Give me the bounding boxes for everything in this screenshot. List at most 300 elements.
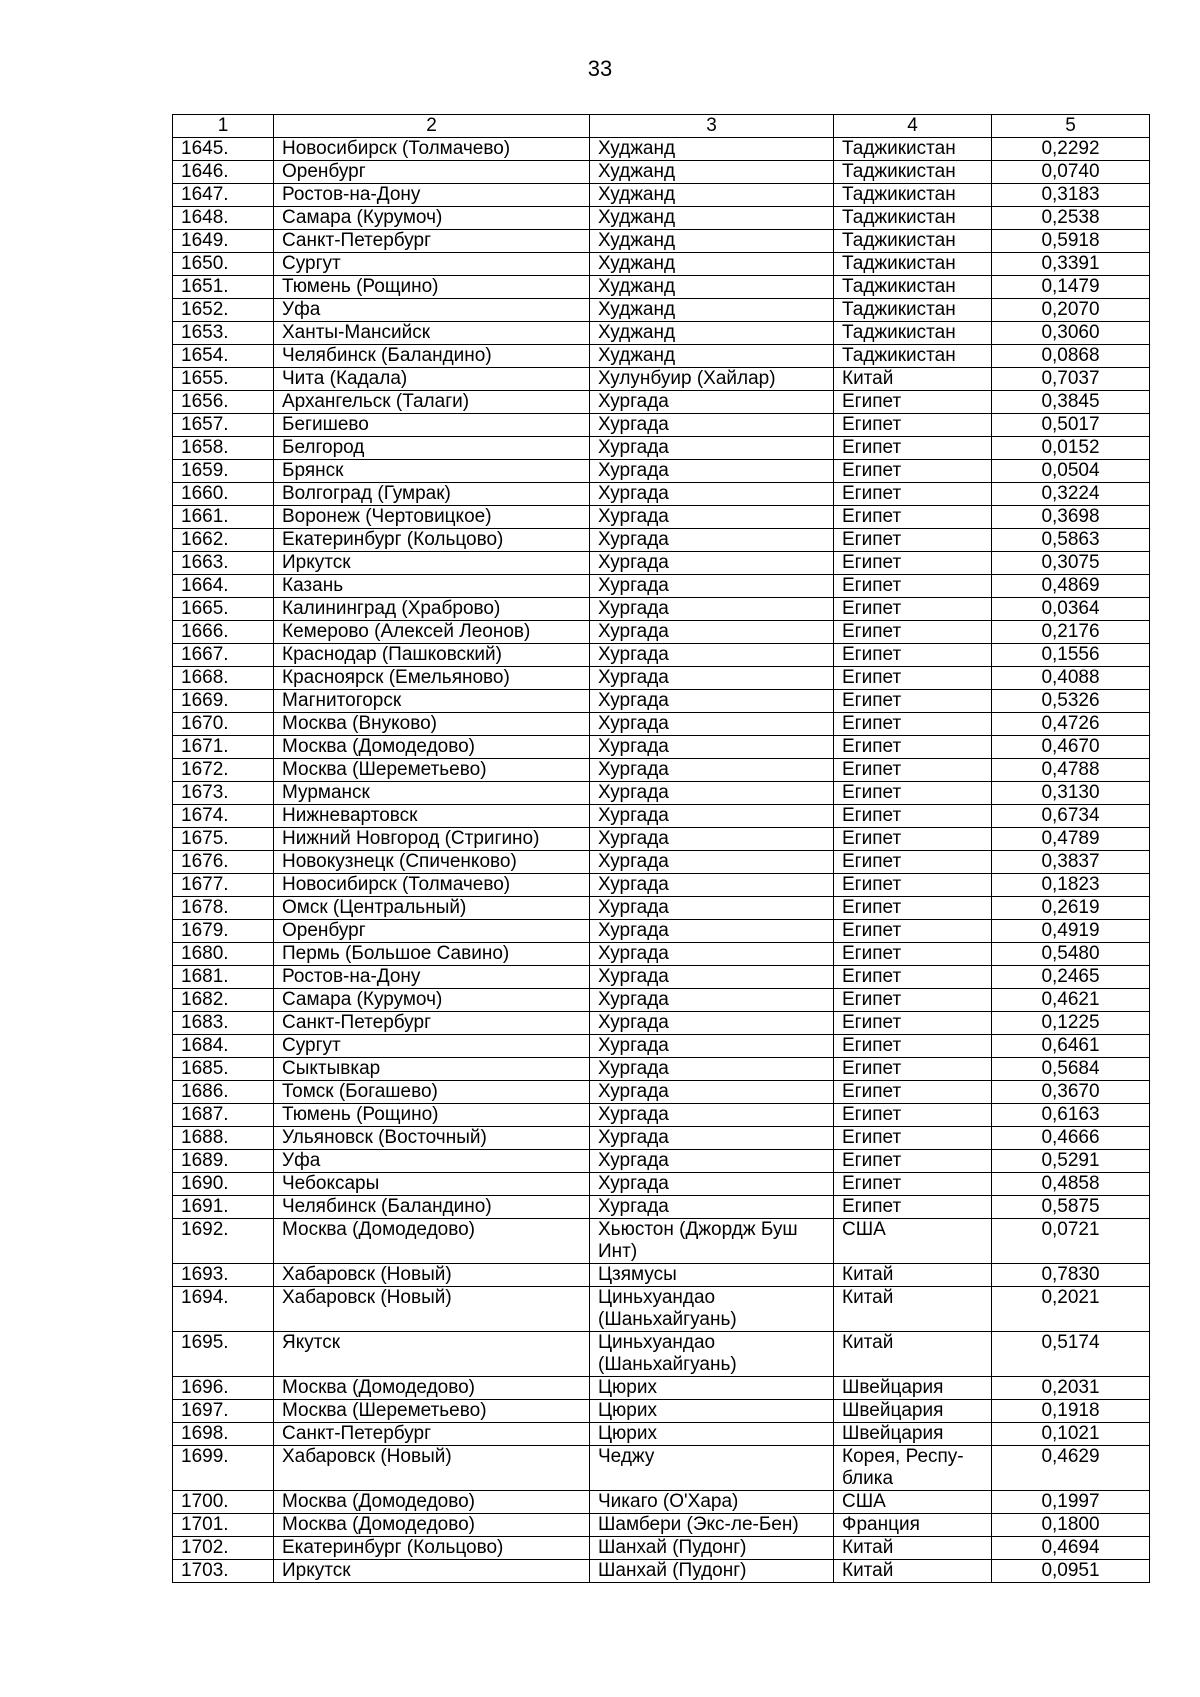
destination-cell: Хургада (590, 552, 834, 575)
country-cell: Корея, Респу-блика (834, 1446, 992, 1491)
table-row (173, 920, 1150, 943)
departure-airport-cell: Воронеж (Чертовицкое) (274, 506, 590, 529)
coefficient-cell: 0,4919 (992, 920, 1150, 943)
destination-cell: Худжанд (590, 184, 834, 207)
coefficient-cell: 0,3837 (992, 851, 1150, 874)
destination-cell: Шанхай (Пудонг) (590, 1560, 834, 1583)
country-cell: Египет (834, 828, 992, 851)
coefficient-cell: 0,7830 (992, 1264, 1150, 1287)
country-cell: Египет (834, 897, 992, 920)
departure-airport-cell: Магнитогорск (274, 690, 590, 713)
row-number-cell: 1666. (173, 621, 274, 644)
country-cell: Таджикистан (834, 299, 992, 322)
table-row (173, 1287, 1150, 1332)
destination-cell: Чеджу (590, 1446, 834, 1491)
row-number-cell: 1661. (173, 506, 274, 529)
destination-cell: Хургада (590, 874, 834, 897)
row-number-cell: 1662. (173, 529, 274, 552)
table-row (173, 874, 1150, 897)
destination-cell: Хургада (590, 805, 834, 828)
departure-airport-cell: Сыктывкар (274, 1058, 590, 1081)
coefficient-cell: 0,5863 (992, 529, 1150, 552)
departure-airport-cell: Челябинск (Баландино) (274, 1196, 590, 1219)
coefficient-cell: 0,0868 (992, 345, 1150, 368)
destination-cell: Шамбери (Экс-ле-Бен) (590, 1514, 834, 1537)
destination-cell: Хургада (590, 943, 834, 966)
coefficient-cell: 0,0364 (992, 598, 1150, 621)
departure-airport-cell: Тюмень (Рощино) (274, 1104, 590, 1127)
row-number-cell: 1645. (173, 138, 274, 161)
row-number-cell: 1701. (173, 1514, 274, 1537)
departure-airport-cell: Хабаровск (Новый) (274, 1287, 590, 1332)
coefficient-cell: 0,0740 (992, 161, 1150, 184)
table-row (173, 1196, 1150, 1219)
destination-cell: Хургада (590, 1058, 834, 1081)
coefficient-cell: 0,2031 (992, 1377, 1150, 1400)
table-body (173, 138, 1150, 1583)
departure-airport-cell: Хабаровск (Новый) (274, 1446, 590, 1491)
coefficient-cell: 0,5291 (992, 1150, 1150, 1173)
departure-airport-cell: Красноярск (Емельяново) (274, 667, 590, 690)
row-number-cell: 1699. (173, 1446, 274, 1491)
country-cell: Таджикистан (834, 207, 992, 230)
destination-cell: Худжанд (590, 230, 834, 253)
country-cell: Египет (834, 621, 992, 644)
departure-airport-cell: Москва (Шереметьево) (274, 1400, 590, 1423)
destination-cell: Цюрих (590, 1423, 834, 1446)
table-row (173, 322, 1150, 345)
departure-airport-cell: Екатеринбург (Кольцово) (274, 1537, 590, 1560)
row-number-cell: 1654. (173, 345, 274, 368)
country-cell: Египет (834, 713, 992, 736)
table-row (173, 437, 1150, 460)
departure-airport-cell: Нижний Новгород (Стригино) (274, 828, 590, 851)
destination-cell: Хургада (590, 1173, 834, 1196)
country-cell: Китай (834, 1560, 992, 1583)
departure-airport-cell: Челябинск (Баландино) (274, 345, 590, 368)
row-number-cell: 1660. (173, 483, 274, 506)
table-row (173, 1537, 1150, 1560)
destination-cell: Хьюстон (Джордж Буш Инт) (590, 1219, 834, 1264)
departure-airport-cell: Чита (Кадала) (274, 368, 590, 391)
coefficient-cell: 0,3845 (992, 391, 1150, 414)
row-number-cell: 1692. (173, 1219, 274, 1264)
departure-airport-cell: Москва (Домодедово) (274, 1514, 590, 1537)
coefficient-cell: 0,4726 (992, 713, 1150, 736)
row-number-cell: 1680. (173, 943, 274, 966)
country-cell: Египет (834, 552, 992, 575)
country-cell: Египет (834, 506, 992, 529)
destination-cell: Хургада (590, 1150, 834, 1173)
coefficient-cell: 0,4621 (992, 989, 1150, 1012)
country-cell: Таджикистан (834, 322, 992, 345)
departure-airport-cell: Москва (Домодедово) (274, 1377, 590, 1400)
destination-cell: Хургада (590, 483, 834, 506)
country-cell: США (834, 1491, 992, 1514)
coefficient-cell: 0,6734 (992, 805, 1150, 828)
departure-airport-cell: Ростов-на-Дону (274, 966, 590, 989)
row-number-cell: 1647. (173, 184, 274, 207)
table-row (173, 483, 1150, 506)
coefficient-cell: 0,4869 (992, 575, 1150, 598)
coefficient-cell: 0,2619 (992, 897, 1150, 920)
row-number-cell: 1649. (173, 230, 274, 253)
row-number-cell: 1673. (173, 782, 274, 805)
coefficient-cell: 0,3391 (992, 253, 1150, 276)
row-number-cell: 1669. (173, 690, 274, 713)
departure-airport-cell: Сургут (274, 1035, 590, 1058)
destination-cell: Хургада (590, 644, 834, 667)
departure-airport-cell: Самара (Курумоч) (274, 207, 590, 230)
table-row (173, 207, 1150, 230)
destination-cell: Хургада (590, 713, 834, 736)
table-row (173, 552, 1150, 575)
country-cell: Таджикистан (834, 184, 992, 207)
table-row (173, 276, 1150, 299)
row-number-cell: 1667. (173, 644, 274, 667)
country-cell: Египет (834, 736, 992, 759)
table-row (173, 414, 1150, 437)
coefficient-cell: 0,1823 (992, 874, 1150, 897)
coefficient-cell: 0,0951 (992, 1560, 1150, 1583)
country-cell: Египет (834, 759, 992, 782)
table-row (173, 989, 1150, 1012)
destination-cell: Худжанд (590, 299, 834, 322)
destination-cell: Хургада (590, 897, 834, 920)
coefficient-cell: 0,2538 (992, 207, 1150, 230)
row-number-cell: 1681. (173, 966, 274, 989)
row-number-cell: 1671. (173, 736, 274, 759)
country-cell: Египет (834, 1173, 992, 1196)
table-row (173, 897, 1150, 920)
departure-airport-cell: Иркутск (274, 1560, 590, 1583)
row-number-cell: 1686. (173, 1081, 274, 1104)
country-cell: Китай (834, 1332, 992, 1377)
table-row (173, 1446, 1150, 1491)
destination-cell: Хургада (590, 621, 834, 644)
coefficient-cell: 0,3698 (992, 506, 1150, 529)
departure-airport-cell: Кемерово (Алексей Леонов) (274, 621, 590, 644)
departure-airport-cell: Бегишево (274, 414, 590, 437)
destination-cell: Худжанд (590, 138, 834, 161)
departure-airport-cell: Самара (Курумоч) (274, 989, 590, 1012)
country-cell: Египет (834, 1104, 992, 1127)
destination-cell: Хургада (590, 966, 834, 989)
country-cell: Египет (834, 460, 992, 483)
country-cell: Египет (834, 391, 992, 414)
coefficient-cell: 0,0721 (992, 1219, 1150, 1264)
row-number-cell: 1653. (173, 322, 274, 345)
coefficient-cell: 0,6163 (992, 1104, 1150, 1127)
country-cell: Египет (834, 1150, 992, 1173)
departure-airport-cell: Архангельск (Талаги) (274, 391, 590, 414)
table-row (173, 759, 1150, 782)
destination-cell: Худжанд (590, 207, 834, 230)
departure-airport-cell: Омск (Центральный) (274, 897, 590, 920)
table-row (173, 851, 1150, 874)
country-cell: Таджикистан (834, 276, 992, 299)
table-row (173, 966, 1150, 989)
country-cell: Египет (834, 1012, 992, 1035)
destination-cell: Хургада (590, 1104, 834, 1127)
coefficient-cell: 0,1800 (992, 1514, 1150, 1537)
country-cell: Китай (834, 1264, 992, 1287)
departure-airport-cell: Уфа (274, 299, 590, 322)
coefficient-cell: 0,2021 (992, 1287, 1150, 1332)
country-cell: Египет (834, 667, 992, 690)
destination-cell: Циньхуандао (Шаньхайгуань) (590, 1287, 834, 1332)
table-row (173, 460, 1150, 483)
row-number-cell: 1646. (173, 161, 274, 184)
row-number-cell: 1682. (173, 989, 274, 1012)
table-header-row (173, 115, 1150, 138)
departure-airport-cell: Пермь (Большое Савино) (274, 943, 590, 966)
coefficient-cell: 0,1021 (992, 1423, 1150, 1446)
table-row (173, 644, 1150, 667)
row-number-cell: 1664. (173, 575, 274, 598)
coefficient-cell: 0,5684 (992, 1058, 1150, 1081)
destination-cell: Хургада (590, 828, 834, 851)
table-row (173, 1150, 1150, 1173)
table-row (173, 1377, 1150, 1400)
coefficient-cell: 0,2465 (992, 966, 1150, 989)
destination-cell: Хургада (590, 437, 834, 460)
departure-airport-cell: Чебоксары (274, 1173, 590, 1196)
coefficient-cell: 0,4694 (992, 1537, 1150, 1560)
country-cell: Швейцария (834, 1377, 992, 1400)
row-number-cell: 1703. (173, 1560, 274, 1583)
table-row (173, 1058, 1150, 1081)
destination-cell: Хургада (590, 759, 834, 782)
country-cell: Египет (834, 575, 992, 598)
departure-airport-cell: Иркутск (274, 552, 590, 575)
destination-cell: Худжанд (590, 253, 834, 276)
country-cell: Египет (834, 1035, 992, 1058)
destination-cell: Хургада (590, 667, 834, 690)
country-cell: Египет (834, 920, 992, 943)
table-row (173, 621, 1150, 644)
row-number-cell: 1668. (173, 667, 274, 690)
country-cell: Таджикистан (834, 230, 992, 253)
departure-airport-cell: Хабаровск (Новый) (274, 1264, 590, 1287)
coefficient-cell: 0,3224 (992, 483, 1150, 506)
destination-cell: Цюрих (590, 1400, 834, 1423)
row-number-cell: 1665. (173, 598, 274, 621)
country-cell: Египет (834, 644, 992, 667)
coefficient-cell: 0,3130 (992, 782, 1150, 805)
destination-cell: Цюрих (590, 1377, 834, 1400)
departure-airport-cell: Новосибирск (Толмачево) (274, 138, 590, 161)
country-cell: Китай (834, 368, 992, 391)
row-number-cell: 1689. (173, 1150, 274, 1173)
table-row (173, 943, 1150, 966)
coefficient-cell: 0,4670 (992, 736, 1150, 759)
coefficient-cell: 0,3060 (992, 322, 1150, 345)
table-row (173, 736, 1150, 759)
coefficient-cell: 0,4858 (992, 1173, 1150, 1196)
country-cell: Франция (834, 1514, 992, 1537)
departure-airport-cell: Новокузнецк (Спиченково) (274, 851, 590, 874)
destination-cell: Хургада (590, 414, 834, 437)
departure-airport-cell: Екатеринбург (Кольцово) (274, 529, 590, 552)
destination-cell: Хургада (590, 529, 834, 552)
country-cell: Египет (834, 1058, 992, 1081)
coefficient-cell: 0,4088 (992, 667, 1150, 690)
destination-cell: Хургада (590, 391, 834, 414)
row-number-cell: 1690. (173, 1173, 274, 1196)
row-number-cell: 1677. (173, 874, 274, 897)
row-number-cell: 1695. (173, 1332, 274, 1377)
coefficient-cell: 0,5326 (992, 690, 1150, 713)
departure-airport-cell: Брянск (274, 460, 590, 483)
destination-cell: Хургада (590, 782, 834, 805)
row-number-cell: 1675. (173, 828, 274, 851)
table-row (173, 368, 1150, 391)
row-number-cell: 1693. (173, 1264, 274, 1287)
header-col-3: 3 (590, 115, 834, 138)
row-number-cell: 1696. (173, 1377, 274, 1400)
row-number-cell: 1700. (173, 1491, 274, 1514)
country-cell: Египет (834, 805, 992, 828)
table-row (173, 230, 1150, 253)
table-row (173, 1012, 1150, 1035)
header-col-2: 2 (274, 115, 590, 138)
table-row (173, 575, 1150, 598)
row-number-cell: 1678. (173, 897, 274, 920)
table-row (173, 299, 1150, 322)
coefficient-cell: 0,1479 (992, 276, 1150, 299)
row-number-cell: 1683. (173, 1012, 274, 1035)
destination-cell: Хургада (590, 575, 834, 598)
row-number-cell: 1655. (173, 368, 274, 391)
country-cell: Швейцария (834, 1400, 992, 1423)
destination-cell: Хургада (590, 1035, 834, 1058)
country-cell: Таджикистан (834, 345, 992, 368)
table-row (173, 782, 1150, 805)
row-number-cell: 1670. (173, 713, 274, 736)
row-number-cell: 1674. (173, 805, 274, 828)
destination-cell: Чикаго (О'Хара) (590, 1491, 834, 1514)
table-row (173, 391, 1150, 414)
departure-airport-cell: Санкт-Петербург (274, 230, 590, 253)
row-number-cell: 1663. (173, 552, 274, 575)
row-number-cell: 1658. (173, 437, 274, 460)
table-row (173, 667, 1150, 690)
departure-airport-cell: Ростов-на-Дону (274, 184, 590, 207)
departure-airport-cell: Оренбург (274, 161, 590, 184)
departure-airport-cell: Тюмень (Рощино) (274, 276, 590, 299)
table-row (173, 805, 1150, 828)
row-number-cell: 1684. (173, 1035, 274, 1058)
departure-airport-cell: Москва (Внуково) (274, 713, 590, 736)
destination-cell: Хургада (590, 1196, 834, 1219)
row-number-cell: 1672. (173, 759, 274, 782)
table-row (173, 828, 1150, 851)
departure-airport-cell: Томск (Богашево) (274, 1081, 590, 1104)
departure-airport-cell: Москва (Домодедово) (274, 1219, 590, 1264)
coefficient-cell: 0,0504 (992, 460, 1150, 483)
coefficient-cell: 0,5017 (992, 414, 1150, 437)
row-number-cell: 1650. (173, 253, 274, 276)
country-cell: Египет (834, 598, 992, 621)
table-row (173, 161, 1150, 184)
coefficient-cell: 0,3075 (992, 552, 1150, 575)
row-number-cell: 1687. (173, 1104, 274, 1127)
coefficient-cell: 0,2176 (992, 621, 1150, 644)
departure-airport-cell: Ханты-Мансийск (274, 322, 590, 345)
row-number-cell: 1659. (173, 460, 274, 483)
coefficient-cell: 0,5480 (992, 943, 1150, 966)
country-cell: Египет (834, 1127, 992, 1150)
table-row (173, 345, 1150, 368)
coefficient-cell: 0,3670 (992, 1081, 1150, 1104)
table-row (173, 1035, 1150, 1058)
coefficient-cell: 0,1997 (992, 1491, 1150, 1514)
departure-airport-cell: Новосибирск (Толмачево) (274, 874, 590, 897)
row-number-cell: 1676. (173, 851, 274, 874)
departure-airport-cell: Сургут (274, 253, 590, 276)
table-row (173, 506, 1150, 529)
country-cell: Египет (834, 966, 992, 989)
destination-cell: Хургада (590, 506, 834, 529)
departure-airport-cell: Москва (Домодедово) (274, 1491, 590, 1514)
table-row (173, 138, 1150, 161)
coefficient-cell: 0,4789 (992, 828, 1150, 851)
departure-airport-cell: Волгоград (Гумрак) (274, 483, 590, 506)
departure-airport-cell: Мурманск (274, 782, 590, 805)
coefficient-cell: 0,4629 (992, 1446, 1150, 1491)
table-row (173, 690, 1150, 713)
table-row (173, 1264, 1150, 1287)
departure-airport-cell: Москва (Шереметьево) (274, 759, 590, 782)
destination-cell: Хургада (590, 460, 834, 483)
table-row (173, 184, 1150, 207)
coefficient-cell: 0,1556 (992, 644, 1150, 667)
table-row (173, 1104, 1150, 1127)
destination-cell: Хургада (590, 598, 834, 621)
country-cell: Египет (834, 414, 992, 437)
country-cell: Египет (834, 1081, 992, 1104)
destination-cell: Худжанд (590, 345, 834, 368)
coefficient-cell: 0,4666 (992, 1127, 1150, 1150)
destination-cell: Хургада (590, 920, 834, 943)
table-row (173, 529, 1150, 552)
table-row (173, 1332, 1150, 1377)
coefficient-cell: 0,5174 (992, 1332, 1150, 1377)
table-row (173, 1173, 1150, 1196)
coefficient-cell: 0,2070 (992, 299, 1150, 322)
country-cell: Таджикистан (834, 161, 992, 184)
row-number-cell: 1702. (173, 1537, 274, 1560)
table-row (173, 1219, 1150, 1264)
country-cell: Египет (834, 690, 992, 713)
destination-cell: Цзямусы (590, 1264, 834, 1287)
departure-airport-cell: Калининград (Храброво) (274, 598, 590, 621)
country-cell: США (834, 1219, 992, 1264)
coefficient-cell: 0,0152 (992, 437, 1150, 460)
destination-cell: Хулунбуир (Хайлар) (590, 368, 834, 391)
departure-airport-cell: Краснодар (Пашковский) (274, 644, 590, 667)
country-cell: Египет (834, 1196, 992, 1219)
country-cell: Египет (834, 943, 992, 966)
departure-airport-cell: Нижневартовск (274, 805, 590, 828)
row-number-cell: 1698. (173, 1423, 274, 1446)
page-number: 33 (587, 56, 613, 81)
table-row (173, 1514, 1150, 1537)
table-row (173, 1560, 1150, 1583)
destination-cell: Худжанд (590, 161, 834, 184)
row-number-cell: 1697. (173, 1400, 274, 1423)
